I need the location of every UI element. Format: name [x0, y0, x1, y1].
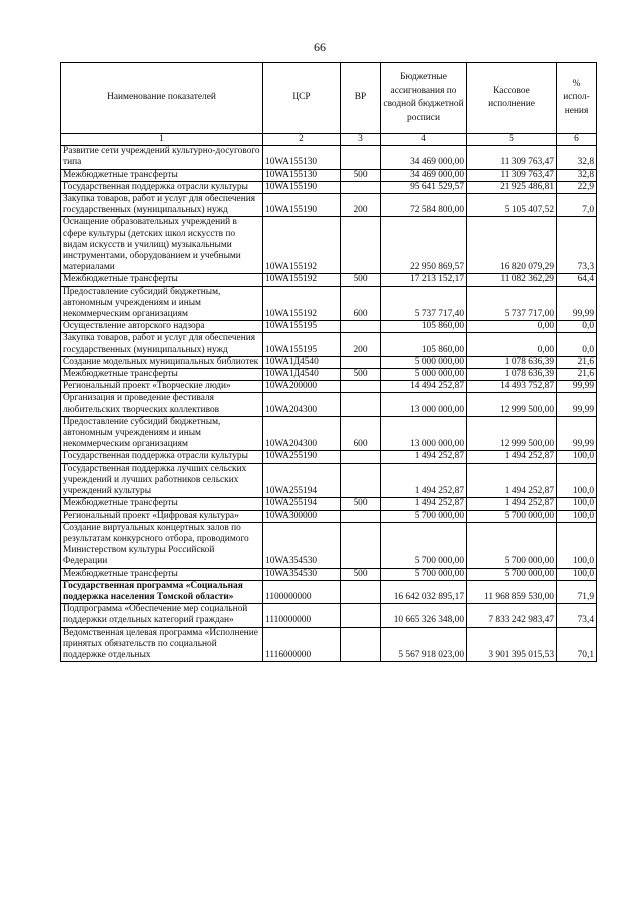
row-execution: 3 901 395 015,53 [467, 627, 557, 662]
row-name: Межбюджетные трансферты [61, 369, 263, 381]
column-number: 2 [263, 134, 341, 146]
row-name: Межбюджетные трансферты [61, 169, 263, 181]
row-percent: 0,0 [557, 333, 597, 356]
row-name: Государственная поддержка лучших сельских учреждений и лучших работников сельских учреждений культуры [61, 463, 263, 498]
table-row [61, 194, 597, 217]
row-csr: 10WA1Д4540 [263, 356, 341, 368]
row-vr [341, 580, 381, 603]
row-vr: 500 [341, 498, 381, 510]
row-name: Осуществление авторского надзора [61, 321, 263, 333]
row-vr [341, 627, 381, 662]
row-budget: 1 494 252,87 [381, 463, 467, 498]
row-budget: 13 000 000,00 [381, 393, 467, 416]
row-execution: 16 820 079,29 [467, 217, 557, 274]
row-name: Межбюджетные трансферты [61, 498, 263, 510]
row-budget: 5 737 717,40 [381, 286, 467, 321]
header-percent: % испол-нения [557, 63, 597, 134]
row-vr: 500 [341, 169, 381, 181]
row-budget: 1 494 252,87 [381, 451, 467, 463]
row-percent: 21,6 [557, 356, 597, 368]
table-row [61, 146, 597, 169]
header-csr: ЦСР [263, 63, 341, 134]
row-vr [341, 321, 381, 333]
row-budget: 72 584 800,00 [381, 194, 467, 217]
row-csr: 10WA155192 [263, 274, 341, 286]
row-csr: 10WA155190 [263, 194, 341, 217]
table-row [61, 580, 597, 603]
row-execution: 5 737 717,00 [467, 286, 557, 321]
row-name: Государственная поддержка отрасли культуры [61, 451, 263, 463]
table-row [61, 169, 597, 181]
row-vr [341, 381, 381, 393]
row-vr [341, 181, 381, 193]
table-row [61, 522, 597, 568]
row-vr [341, 217, 381, 274]
row-percent: 99,99 [557, 416, 597, 451]
row-percent: 22,9 [557, 181, 597, 193]
row-budget: 34 469 000,00 [381, 169, 467, 181]
row-vr [341, 356, 381, 368]
row-execution: 11 309 763,47 [467, 146, 557, 169]
table-row [61, 321, 597, 333]
row-csr: 10WA200000 [263, 381, 341, 393]
table-row [61, 333, 597, 356]
row-name: Организация и проведение фестиваля любительских творческих коллективов [61, 393, 263, 416]
row-execution: 1 078 636,39 [467, 369, 557, 381]
row-name: Оснащение образовательных учреждений в сфере культуры (детских школ искусств по видам искусств и училищ) музыкальными инструментами, оборудованием и учебными материалами [61, 217, 263, 274]
row-name: Предоставление субсидий бюджетным, автономным учреждениям и иным некоммерческим организациям [61, 416, 263, 451]
header-name: Наименование показателей [61, 63, 263, 134]
header-row [61, 63, 597, 134]
row-csr: 1100000000 [263, 580, 341, 603]
row-budget: 105 860,00 [381, 321, 467, 333]
row-vr: 500 [341, 274, 381, 286]
table-row [61, 286, 597, 321]
row-csr: 10WA204300 [263, 416, 341, 451]
row-csr: 1110000000 [263, 604, 341, 627]
row-budget: 5 700 000,00 [381, 522, 467, 568]
row-percent: 64,4 [557, 274, 597, 286]
table-body [61, 146, 597, 662]
row-budget: 1 494 252,87 [381, 498, 467, 510]
header-execution: Кассовое исполнение [467, 63, 557, 134]
column-number: 5 [467, 134, 557, 146]
row-execution: 1 494 252,87 [467, 451, 557, 463]
table-row [61, 568, 597, 580]
row-vr: 200 [341, 194, 381, 217]
table-row [61, 451, 597, 463]
row-name: Межбюджетные трансферты [61, 568, 263, 580]
table-row [61, 510, 597, 522]
table-row [61, 627, 597, 662]
row-name: Региональный проект «Творческие люди» [61, 381, 263, 393]
row-execution: 5 700 000,00 [467, 568, 557, 580]
column-number-row [61, 134, 597, 146]
row-name: Закупка товаров, работ и услуг для обеспечения государственных (муниципальных) нужд [61, 194, 263, 217]
row-vr [341, 393, 381, 416]
row-budget: 5 700 000,00 [381, 568, 467, 580]
row-budget: 5 700 000,00 [381, 510, 467, 522]
row-execution: 1 494 252,87 [467, 498, 557, 510]
row-percent: 0,0 [557, 321, 597, 333]
row-csr: 10WA155130 [263, 169, 341, 181]
row-percent: 99,99 [557, 381, 597, 393]
row-execution: 5 700 000,00 [467, 510, 557, 522]
row-csr: 10WA255194 [263, 498, 341, 510]
row-csr: 10WA300000 [263, 510, 341, 522]
row-vr [341, 510, 381, 522]
column-number: 3 [341, 134, 381, 146]
row-budget: 22 950 869,57 [381, 217, 467, 274]
row-execution: 0,00 [467, 321, 557, 333]
row-name: Закупка товаров, работ и услуг для обеспечения государственных (муниципальных) нужд [61, 333, 263, 356]
row-percent: 71,9 [557, 580, 597, 603]
table-row [61, 356, 597, 368]
row-csr: 10WA155195 [263, 321, 341, 333]
row-name: Государственная программа «Социальная поддержка населения Томской области» [61, 580, 263, 603]
row-execution: 11 968 859 530,00 [467, 580, 557, 603]
row-percent: 99,99 [557, 393, 597, 416]
row-csr: 10WA155190 [263, 181, 341, 193]
table-row [61, 217, 597, 274]
row-execution: 5 105 407,52 [467, 194, 557, 217]
row-percent: 100,0 [557, 463, 597, 498]
row-execution: 7 833 242 983,47 [467, 604, 557, 627]
row-csr: 10WA1Д4540 [263, 369, 341, 381]
row-percent: 73,3 [557, 217, 597, 274]
row-percent: 100,0 [557, 451, 597, 463]
row-name: Подпрограмма «Обеспечение мер социальной поддержки отдельных категорий граждан» [61, 604, 263, 627]
row-name: Создание модельных муниципальных библиотек [61, 356, 263, 368]
budget-execution-table [60, 62, 597, 662]
row-execution: 14 493 752,87 [467, 381, 557, 393]
row-execution: 1 494 252,87 [467, 463, 557, 498]
row-percent: 21,6 [557, 369, 597, 381]
row-percent: 73,4 [557, 604, 597, 627]
row-csr: 10WA155192 [263, 286, 341, 321]
row-budget: 17 213 152,17 [381, 274, 467, 286]
row-percent: 100,0 [557, 498, 597, 510]
row-percent: 7,0 [557, 194, 597, 217]
row-percent: 100,0 [557, 568, 597, 580]
row-csr: 10WA204300 [263, 393, 341, 416]
row-budget: 10 665 326 348,00 [381, 604, 467, 627]
row-budget: 5 000 000,00 [381, 369, 467, 381]
row-budget: 95 641 529,57 [381, 181, 467, 193]
row-name: Региональный проект «Цифровая культура» [61, 510, 263, 522]
header-vr: ВР [341, 63, 381, 134]
row-execution: 12 999 500,00 [467, 416, 557, 451]
row-percent: 100,0 [557, 510, 597, 522]
column-number: 4 [381, 134, 467, 146]
row-execution: 12 999 500,00 [467, 393, 557, 416]
table-row [61, 463, 597, 498]
row-vr: 200 [341, 333, 381, 356]
row-csr: 10WA155195 [263, 333, 341, 356]
column-number: 1 [61, 134, 263, 146]
row-name: Предоставление субсидий бюджетным, автономным учреждениям и иным некоммерческим организациям [61, 286, 263, 321]
row-name: Государственная поддержка отрасли культуры [61, 181, 263, 193]
table-row [61, 393, 597, 416]
row-csr: 10WA255194 [263, 463, 341, 498]
row-name: Межбюджетные трансферты [61, 274, 263, 286]
page-number: 66 [314, 40, 326, 54]
row-execution: 11 082 362,29 [467, 274, 557, 286]
row-execution: 11 309 763,47 [467, 169, 557, 181]
row-vr: 500 [341, 568, 381, 580]
row-vr [341, 146, 381, 169]
table-row [61, 498, 597, 510]
table-row [61, 369, 597, 381]
row-budget: 14 494 252,87 [381, 381, 467, 393]
row-percent: 100,0 [557, 522, 597, 568]
row-vr [341, 604, 381, 627]
row-name: Развитие сети учреждений культурно-досугового типа [61, 146, 263, 169]
row-name: Ведомственная целевая программа «Исполнение принятых обязательств по социальной поддержке отдельных [61, 627, 263, 662]
table-row [61, 181, 597, 193]
row-execution: 21 925 486,81 [467, 181, 557, 193]
row-execution: 1 078 636,39 [467, 356, 557, 368]
row-vr [341, 463, 381, 498]
row-vr: 600 [341, 416, 381, 451]
row-budget: 5 567 918 023,00 [381, 627, 467, 662]
row-budget: 105 860,00 [381, 333, 467, 356]
row-vr [341, 522, 381, 568]
table-row [61, 416, 597, 451]
row-percent: 32,8 [557, 169, 597, 181]
row-percent: 32,8 [557, 146, 597, 169]
row-csr: 10WA354530 [263, 522, 341, 568]
row-budget: 16 642 032 895,17 [381, 580, 467, 603]
row-execution: 5 700 000,00 [467, 522, 557, 568]
row-budget: 13 000 000,00 [381, 416, 467, 451]
row-vr: 500 [341, 369, 381, 381]
row-vr: 600 [341, 286, 381, 321]
row-budget: 5 000 000,00 [381, 356, 467, 368]
row-csr: 10WA354530 [263, 568, 341, 580]
table-row [61, 381, 597, 393]
row-csr: 10WA155192 [263, 217, 341, 274]
column-number: 6 [557, 134, 597, 146]
row-execution: 0,00 [467, 333, 557, 356]
row-vr [341, 451, 381, 463]
row-percent: 70,1 [557, 627, 597, 662]
row-percent: 99,99 [557, 286, 597, 321]
row-name: Создание виртуальных концертных залов по результатам конкурсного отбора, проводимого Министерством культуры Российской Федерации [61, 522, 263, 568]
row-csr: 10WA155130 [263, 146, 341, 169]
row-csr: 1116000000 [263, 627, 341, 662]
header-budget: Бюджетные ассигнования по сводной бюджетной росписи [381, 63, 467, 134]
row-budget: 34 469 000,00 [381, 146, 467, 169]
table-row [61, 274, 597, 286]
row-csr: 10WA255190 [263, 451, 341, 463]
table-row [61, 604, 597, 627]
